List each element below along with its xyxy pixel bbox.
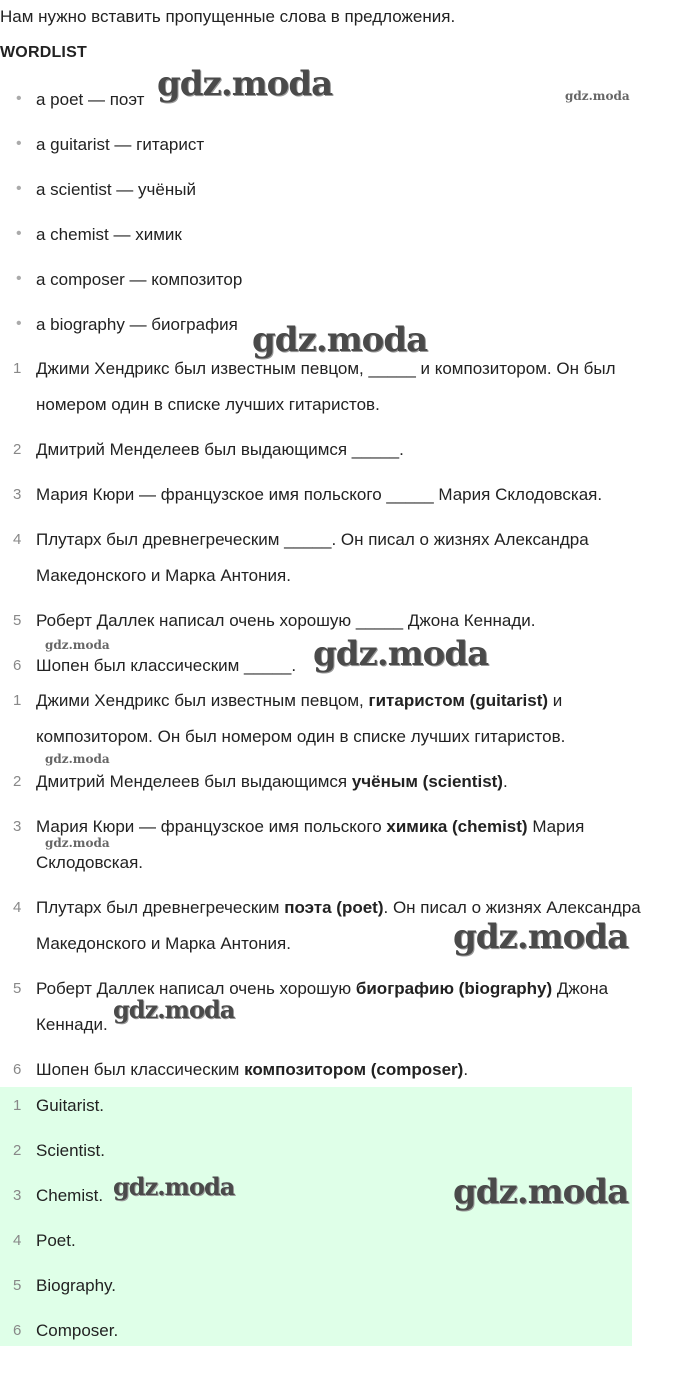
watermark: gdz.moda <box>453 1172 629 1212</box>
answer-word: гитаристом (guitarist) <box>368 691 549 710</box>
watermark: gdz.moda <box>313 634 489 674</box>
item-number: 1 <box>13 692 22 709</box>
bullet-icon: • <box>16 270 22 287</box>
bullet-icon: • <box>16 225 22 242</box>
wordlist-entry: a scientist — учёный <box>36 180 196 199</box>
list-item <box>16 135 205 155</box>
item-number: 4 <box>13 531 22 548</box>
wordlist-heading: WORDLIST <box>0 44 87 61</box>
answers-panel <box>0 1087 632 1346</box>
list-item <box>16 270 243 290</box>
item-number: 2 <box>13 773 22 790</box>
wordlist-entry: a poet — поэт <box>36 90 145 109</box>
answer-word: композитором (composer) <box>244 1060 464 1079</box>
item-number: 6 <box>13 1322 22 1339</box>
list-item <box>16 180 196 200</box>
watermark: gdz.moda <box>565 89 630 103</box>
item-number: 1 <box>13 360 22 377</box>
watermark: gdz.moda <box>45 752 110 766</box>
watermark: gdz.moda <box>113 995 235 1024</box>
bullet-icon: • <box>16 180 22 197</box>
task-sentence: Дмитрий Менделеев был выдающимся _____. <box>36 440 404 459</box>
item-number: 1 <box>13 1097 22 1114</box>
list-item <box>16 90 145 110</box>
item-number: 3 <box>13 1187 22 1204</box>
answer-text: Guitarist. <box>36 1096 105 1115</box>
answer-text: Biography. <box>36 1276 117 1295</box>
wordlist-entry: a composer — композитор <box>36 270 243 289</box>
watermark: gdz.moda <box>157 64 333 104</box>
wordlist-entry: a chemist — химик <box>36 225 182 244</box>
answer-word: поэта (poet) <box>284 898 384 917</box>
list-item <box>16 225 182 245</box>
filled-sentence: Шопен был классическим композитором (composer). <box>36 1060 469 1079</box>
intro-text: Нам нужно вставить пропущенные слова в предложения. <box>0 7 456 26</box>
answer-text: Chemist. <box>36 1186 104 1205</box>
item-number: 5 <box>13 612 22 629</box>
item-number: 6 <box>13 1061 22 1078</box>
item-number: 4 <box>13 899 22 916</box>
task-sentence: Шопен был классическим _____. <box>36 656 297 675</box>
bullet-icon: • <box>16 315 22 332</box>
bullet-icon: • <box>16 90 22 107</box>
watermark: gdz.moda <box>113 1172 235 1201</box>
answer-text: Composer. <box>36 1321 119 1340</box>
item-number: 3 <box>13 486 22 503</box>
task-sentence: Мария Кюри — французское имя польского _____ Мария Склодовская. <box>36 485 603 504</box>
filled-sentence: Дмитрий Менделеев был выдающимся учёным (scientist). <box>36 772 508 791</box>
item-number: 2 <box>13 1142 22 1159</box>
watermark: gdz.moda <box>252 320 428 360</box>
item-number: 5 <box>13 1277 22 1294</box>
filled-sentence: Мария Кюри — французское имя польского химика (chemist) Мария Склодовская. <box>36 817 585 872</box>
watermark: gdz.moda <box>453 917 629 957</box>
filled-sentence: Плутарх был древнегреческим поэта (poet). Он писал о жизнях Александра Македонского и Марка Антония. <box>36 898 641 953</box>
wordlist-entry: a biography — биография <box>36 315 238 334</box>
filled-sentence: Джими Хендрикс был известным певцом, гитаристом (guitarist) и композитором. Он был номером один в списке лучших гитаристов. <box>36 691 566 746</box>
task-sentence: Роберт Даллек написал очень хорошую _____ Джона Кеннади. <box>36 611 536 630</box>
answer-word: химика (chemist) <box>386 817 528 836</box>
watermark: gdz.moda <box>45 836 110 850</box>
watermark: gdz.moda <box>45 638 110 652</box>
answer-word: биографию (biography) <box>355 979 553 998</box>
list-item <box>16 315 238 335</box>
item-number: 2 <box>13 441 22 458</box>
answer-word: учёным (scientist) <box>351 772 503 791</box>
wordlist-entry: a guitarist — гитарист <box>36 135 205 154</box>
answer-text: Poet. <box>36 1231 76 1250</box>
task-sentence: Джими Хендрикс был известным певцом, _____ и композитором. Он был номером один в списке лучших гитаристов. <box>36 359 616 414</box>
item-number: 4 <box>13 1232 22 1249</box>
bullet-icon: • <box>16 135 22 152</box>
item-number: 6 <box>13 657 22 674</box>
filled-sentence: Роберт Даллек написал очень хорошую биографию (biography) Джона Кеннади. <box>36 979 609 1034</box>
item-number: 5 <box>13 980 22 997</box>
item-number: 3 <box>13 818 22 835</box>
answer-text: Scientist. <box>36 1141 105 1160</box>
task-sentence: Плутарх был древнегреческим _____. Он писал о жизнях Александра Македонского и Марка Антония. <box>36 530 589 585</box>
